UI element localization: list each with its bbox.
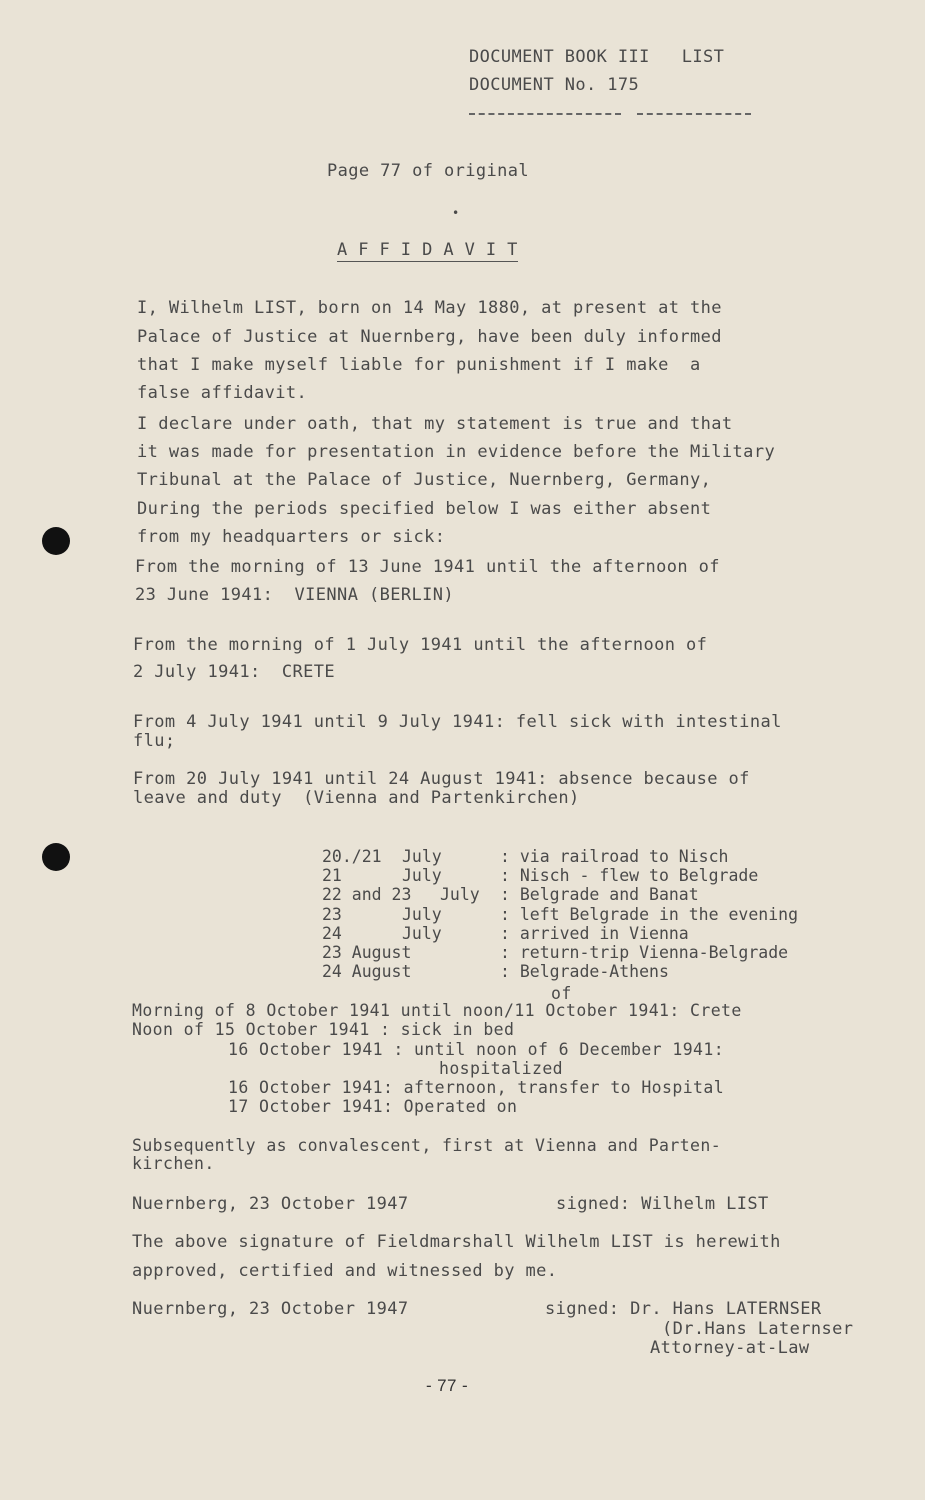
- itinerary-row: [0, 847, 925, 867]
- body-line: I, Wilhelm LIST, born on 14 May 1880, at present at the: [137, 298, 722, 318]
- october-line: 16 October 1941 : until noon of 6 December 1941:: [228, 1040, 725, 1059]
- itinerary-desc: : left Belgrade in the evening: [500, 905, 799, 924]
- period-line: flu;: [133, 731, 176, 751]
- punch-hole-top: [42, 527, 70, 555]
- itinerary-date: 23: [322, 905, 342, 924]
- header-document-number: DOCUMENT No. 175: [469, 75, 640, 95]
- itinerary-desc: : arrived in Vienna: [500, 924, 689, 943]
- affidavit-title: A F F I D A V I T: [337, 240, 518, 260]
- itinerary-date: 24: [322, 924, 342, 943]
- insert-of: of: [551, 984, 572, 1003]
- body-line: I declare under oath, that my statement is true and that: [137, 414, 733, 434]
- body-line: from my headquarters or sick:: [137, 527, 446, 547]
- itinerary-desc: : Belgrade and Banat: [500, 885, 699, 904]
- itinerary-row: [0, 962, 925, 982]
- page-number: - 77 -: [426, 1376, 469, 1395]
- signature-list: signed: Wilhelm LIST: [556, 1194, 769, 1214]
- attorney-name: (Dr.Hans Laternser: [662, 1319, 854, 1339]
- certification-line: The above signature of Fieldmarshall Wilhelm LIST is herewith: [132, 1232, 781, 1252]
- header-rule-right: [637, 113, 751, 115]
- body-line: false affidavit.: [137, 383, 308, 403]
- signature-place-date: Nuernberg, 23 October 1947: [132, 1194, 409, 1214]
- body-line: it was made for presentation in evidence before the Military: [137, 442, 776, 462]
- october-line: Noon of 15 October 1941 : sick in bed: [132, 1020, 515, 1039]
- itinerary-row: [0, 943, 925, 963]
- itinerary-date: 20./21: [322, 847, 382, 866]
- itinerary-row: [0, 866, 925, 886]
- attorney-title: Attorney-at-Law: [650, 1338, 810, 1358]
- stray-mark: •: [452, 206, 460, 220]
- period-line: leave and duty (Vienna and Partenkirchen): [133, 788, 580, 808]
- period-line: From 20 July 1941 until 24 August 1941: absence because of: [133, 769, 750, 789]
- itinerary-desc: : via railroad to Nisch: [500, 847, 729, 866]
- page-reference: Page 77 of original: [327, 161, 530, 181]
- itinerary-desc: : Nisch - flew to Belgrade: [500, 866, 759, 885]
- body-line: Palace of Justice at Nuernberg, have been duly informed: [137, 327, 722, 347]
- period-line: From the morning of 13 June 1941 until the afternoon of: [135, 557, 720, 577]
- itinerary-desc: : Belgrade-Athens: [500, 962, 669, 981]
- itinerary-date: 24 August: [322, 962, 412, 981]
- header-rule-left: [469, 113, 621, 115]
- period-line: From the morning of 1 July 1941 until the afternoon of: [133, 635, 708, 655]
- period-line: 23 June 1941: VIENNA (BERLIN): [135, 585, 455, 605]
- attorney-place-date: Nuernberg, 23 October 1947: [132, 1299, 409, 1319]
- subsequently-line: kirchen.: [132, 1154, 215, 1173]
- certification-line: approved, certified and witnessed by me.: [132, 1261, 558, 1281]
- itinerary-date: 23 August: [322, 943, 412, 962]
- october-line: 17 October 1941: Operated on: [228, 1097, 518, 1116]
- header-document-book: DOCUMENT BOOK III LIST: [469, 47, 725, 67]
- itinerary-month: July: [402, 847, 442, 866]
- itinerary-month: July: [440, 885, 480, 904]
- itinerary-date: 21: [322, 866, 342, 885]
- body-line: that I make myself liable for punishment if I make a: [137, 355, 701, 375]
- subsequently-line: Subsequently as convalescent, first at Vienna and Parten-: [132, 1136, 722, 1155]
- period-line: 2 July 1941: CRETE: [133, 662, 336, 682]
- october-line: 16 October 1941: afternoon, transfer to Hospital: [228, 1078, 725, 1097]
- itinerary-desc: : return-trip Vienna-Belgrade: [500, 943, 789, 962]
- itinerary-month: July: [402, 905, 442, 924]
- itinerary-date: 22 and 23: [322, 885, 412, 904]
- october-line: Morning of 8 October 1941 until noon/11 October 1941: Crete: [132, 1001, 742, 1020]
- itinerary-row: [0, 885, 925, 905]
- itinerary-month: July: [402, 866, 442, 885]
- itinerary-row: [0, 924, 925, 944]
- body-line: Tribunal at the Palace of Justice, Nuernberg, Germany,: [137, 470, 712, 490]
- period-line: From 4 July 1941 until 9 July 1941: fell sick with intestinal: [133, 712, 782, 732]
- itinerary-month: July: [402, 924, 442, 943]
- itinerary-row: [0, 905, 925, 925]
- october-line: hospitalized: [439, 1059, 564, 1078]
- body-line: During the periods specified below I was either absent: [137, 499, 712, 519]
- signature-laternser: signed: Dr. Hans LATERNSER: [545, 1299, 822, 1319]
